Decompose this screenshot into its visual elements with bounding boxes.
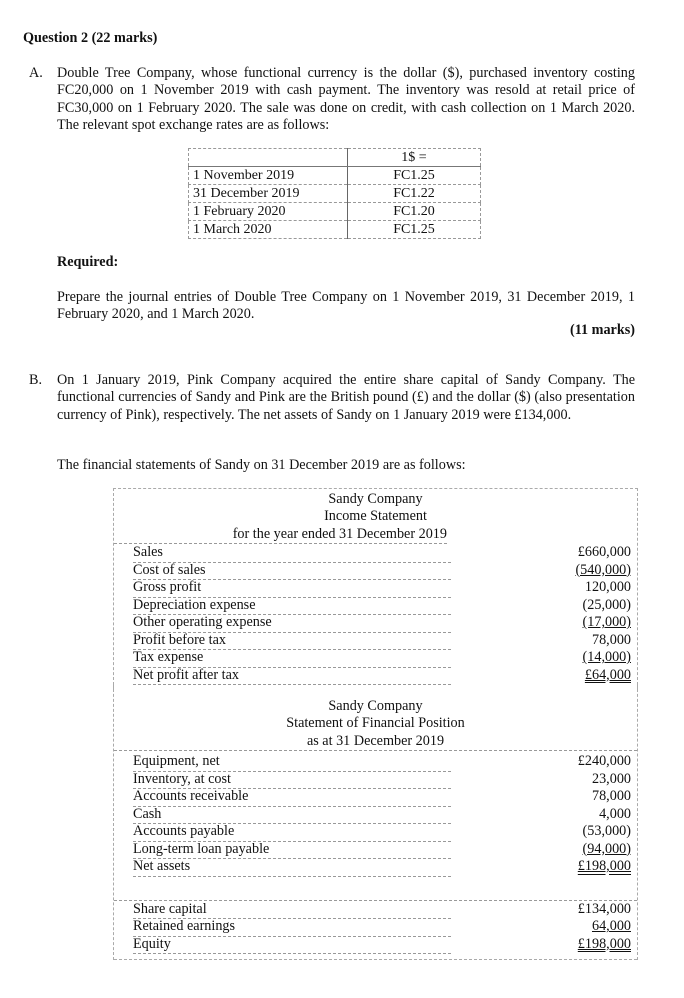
sofp-title: Sandy Company	[328, 698, 423, 714]
table-row	[114, 936, 637, 954]
question-title: Question 2 (22 marks)	[23, 30, 158, 46]
table-row	[114, 918, 637, 936]
row-value: 120,000	[584, 579, 631, 596]
part-b-label: B.	[29, 372, 43, 388]
table-row	[114, 806, 637, 824]
rates-header-blank	[189, 149, 348, 167]
row-label: Inventory, at cost	[133, 771, 451, 790]
row-label: Depreciation expense	[133, 597, 451, 616]
table-row	[114, 667, 637, 685]
row-value: (94,000)	[582, 840, 631, 857]
row-label: Tax expense	[133, 649, 451, 668]
row-label: Other operating expense	[133, 614, 451, 633]
row-label: Sales	[133, 544, 451, 563]
rate-row	[189, 221, 481, 239]
row-label: Equipment, net	[133, 753, 451, 772]
row-value: 64,000	[591, 918, 631, 935]
required-label: Required:	[57, 254, 119, 270]
rate-row	[189, 203, 481, 221]
exchange-rate-table	[188, 148, 481, 239]
required-text: Prepare the journal entries of Double Tree Company on 1 November 2019, 31 December 2019, 1 February 2020, and 1 March 2020.	[57, 289, 635, 323]
row-value: £660,000	[577, 544, 631, 561]
row-value: (53,000)	[582, 823, 631, 840]
part-a-label: A.	[29, 65, 43, 81]
row-label: Profit before tax	[133, 632, 451, 651]
statements-intro: The financial statements of Sandy on 31 December 2019 are as follows:	[57, 457, 466, 473]
table-row	[114, 901, 637, 919]
table-row	[114, 579, 637, 597]
financial-position-statement	[113, 684, 638, 960]
rate-row	[189, 185, 481, 203]
row-label: Gross profit	[133, 579, 451, 598]
rate-date: 31 December 2019	[189, 185, 348, 203]
rate-date: 1 March 2020	[189, 221, 348, 239]
row-value: £134,000	[577, 900, 631, 917]
part-a-text: Double Tree Company, whose functional currency is the dollar ($), purchased inventory costing FC20,000 on 1 November 2019 with cash payment. The inventory was resold at retail price of FC30,000 on 1 February 2020. The sale was done on credit, with cash collection on 1 March 2020. The relevant spot exchange rates are as follows:	[57, 65, 635, 134]
table-row	[114, 597, 637, 615]
table-row	[114, 788, 637, 806]
rate-value: FC1.20	[348, 203, 481, 221]
row-label: Net profit after tax	[133, 667, 451, 686]
table-row	[114, 771, 637, 789]
row-label: Net assets	[133, 858, 451, 877]
row-value: 78,000	[591, 788, 631, 805]
table-row	[114, 841, 637, 859]
table-row	[114, 614, 637, 632]
rate-date: 1 November 2019	[189, 167, 348, 185]
rate-value: FC1.25	[348, 167, 481, 185]
row-value: £198,000	[577, 858, 631, 875]
rate-row	[189, 167, 481, 185]
part-b-text: On 1 January 2019, Pink Company acquired the entire share capital of Sandy Company. The functional currencies of Sandy and Pink are the British pound (£) and the dollar ($) (also presentation currency of Pink), respectively. The net assets of Sandy on 1 January 2019 were £134,000.	[57, 372, 635, 423]
table-row	[114, 753, 637, 771]
row-value: £198,000	[577, 935, 631, 952]
sofp-subtitle: Statement of Financial Position	[286, 715, 465, 732]
sofp-date: as at 31 December 2019	[306, 732, 445, 749]
row-value: 78,000	[591, 631, 631, 648]
rate-value: FC1.25	[348, 221, 481, 239]
row-label: Share capital	[133, 901, 451, 920]
row-value: (17,000)	[582, 614, 631, 631]
row-value: (540,000)	[575, 561, 631, 578]
row-value: £240,000	[577, 753, 631, 770]
is-title: Sandy Company	[328, 491, 423, 507]
row-label: Retained earnings	[133, 918, 451, 937]
table-row	[114, 544, 637, 562]
row-value: 23,000	[591, 770, 631, 787]
row-label: Accounts receivable	[133, 788, 451, 807]
row-value: £64,000	[584, 666, 631, 683]
row-label: Long-term loan payable	[133, 841, 451, 860]
row-value: (14,000)	[582, 649, 631, 666]
table-row	[114, 823, 637, 841]
rate-value: FC1.22	[348, 185, 481, 203]
rates-header: 1$ =	[348, 149, 481, 167]
income-statement	[113, 488, 638, 690]
table-row	[114, 632, 637, 650]
rate-date: 1 February 2020	[189, 203, 348, 221]
row-label: Cash	[133, 806, 451, 825]
table-row	[114, 858, 637, 876]
row-label: Equity	[133, 936, 451, 955]
row-label: Accounts payable	[133, 823, 451, 842]
table-row	[114, 562, 637, 580]
row-value: (25,000)	[582, 596, 631, 613]
row-label: Cost of sales	[133, 562, 451, 581]
marks-label: (11 marks)	[569, 322, 635, 338]
is-subtitle: Income Statement	[324, 508, 427, 525]
table-row	[114, 649, 637, 667]
row-value: 4,000	[599, 805, 631, 822]
is-period: for the year ended 31 December 2019	[114, 526, 447, 544]
